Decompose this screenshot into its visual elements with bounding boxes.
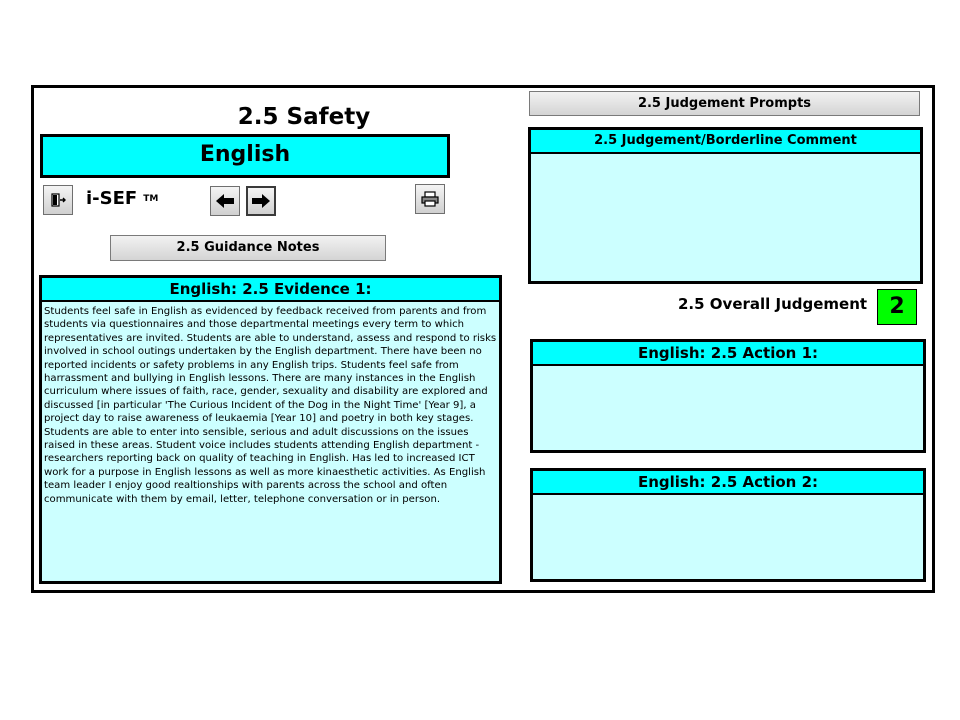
overall-judgement-value[interactable]: 2 xyxy=(877,289,917,325)
arrow-left-icon xyxy=(215,193,235,209)
action1-panel xyxy=(530,339,926,453)
next-record-button[interactable] xyxy=(246,186,276,216)
subject-banner: English xyxy=(40,134,450,178)
evidence-panel xyxy=(39,275,502,584)
exit-button[interactable] xyxy=(43,185,73,215)
action2-textarea[interactable] xyxy=(533,495,923,581)
arrow-right-icon xyxy=(251,193,271,209)
exit-door-icon xyxy=(50,192,66,208)
action1-textarea[interactable] xyxy=(533,366,923,452)
action1-header: English: 2.5 Action 1: xyxy=(533,342,923,366)
trademark-mark: TM xyxy=(143,194,159,204)
page-title: 2.5 Safety xyxy=(237,104,371,130)
comment-panel xyxy=(528,127,923,284)
previous-record-button[interactable] xyxy=(210,186,240,216)
judgement-prompts-button[interactable]: 2.5 Judgement Prompts xyxy=(529,91,920,116)
printer-icon xyxy=(421,191,439,207)
comment-header: 2.5 Judgement/Borderline Comment xyxy=(531,130,920,154)
guidance-notes-button[interactable]: 2.5 Guidance Notes xyxy=(110,235,386,261)
form-frame xyxy=(31,85,935,593)
comment-textarea[interactable] xyxy=(531,154,920,282)
evidence-header: English: 2.5 Evidence 1: xyxy=(42,278,499,302)
action2-header: English: 2.5 Action 2: xyxy=(533,471,923,495)
brand-name: i-SEF xyxy=(86,188,138,209)
overall-judgement-label: 2.5 Overall Judgement xyxy=(678,295,868,313)
brand-logo xyxy=(86,188,158,209)
print-button[interactable] xyxy=(415,184,445,214)
action2-panel xyxy=(530,468,926,582)
evidence-textarea[interactable]: Students feel safe in English as evidenced by feedback received from parents and from students via questionnaires and those departmental meetings every term to which representatives are invited. Students are able to understand, assess and respond to risks involved in school outings undertaken by the English department. There have been no reported incidents or safety problems in any English trips. Students feel safe from harrassment and bullying in English lessons. There are many instances in the English curriculum where issues of faith, race, gender, sexuality and disability are explored and discussed [in particular 'The Curious Incident of the Dog in the Night Time' [Year 9], a project day to raise awareness of leukaemia [Year 10] and poetry in both key stages. Students are able to enter into sensible, serious and adult discussions on the issues raised in these areas. Student voice includes students attending English department - researchers reporting back on quality of teaching in English. Has led to increased ICT work for a purpose in English lessons as well as more kinaesthetic activities. As English team leader I enjoy good realtionships with parents across the school and often communicate with them by email, letter, telephone conversation or in person. xyxy=(44,306,497,505)
